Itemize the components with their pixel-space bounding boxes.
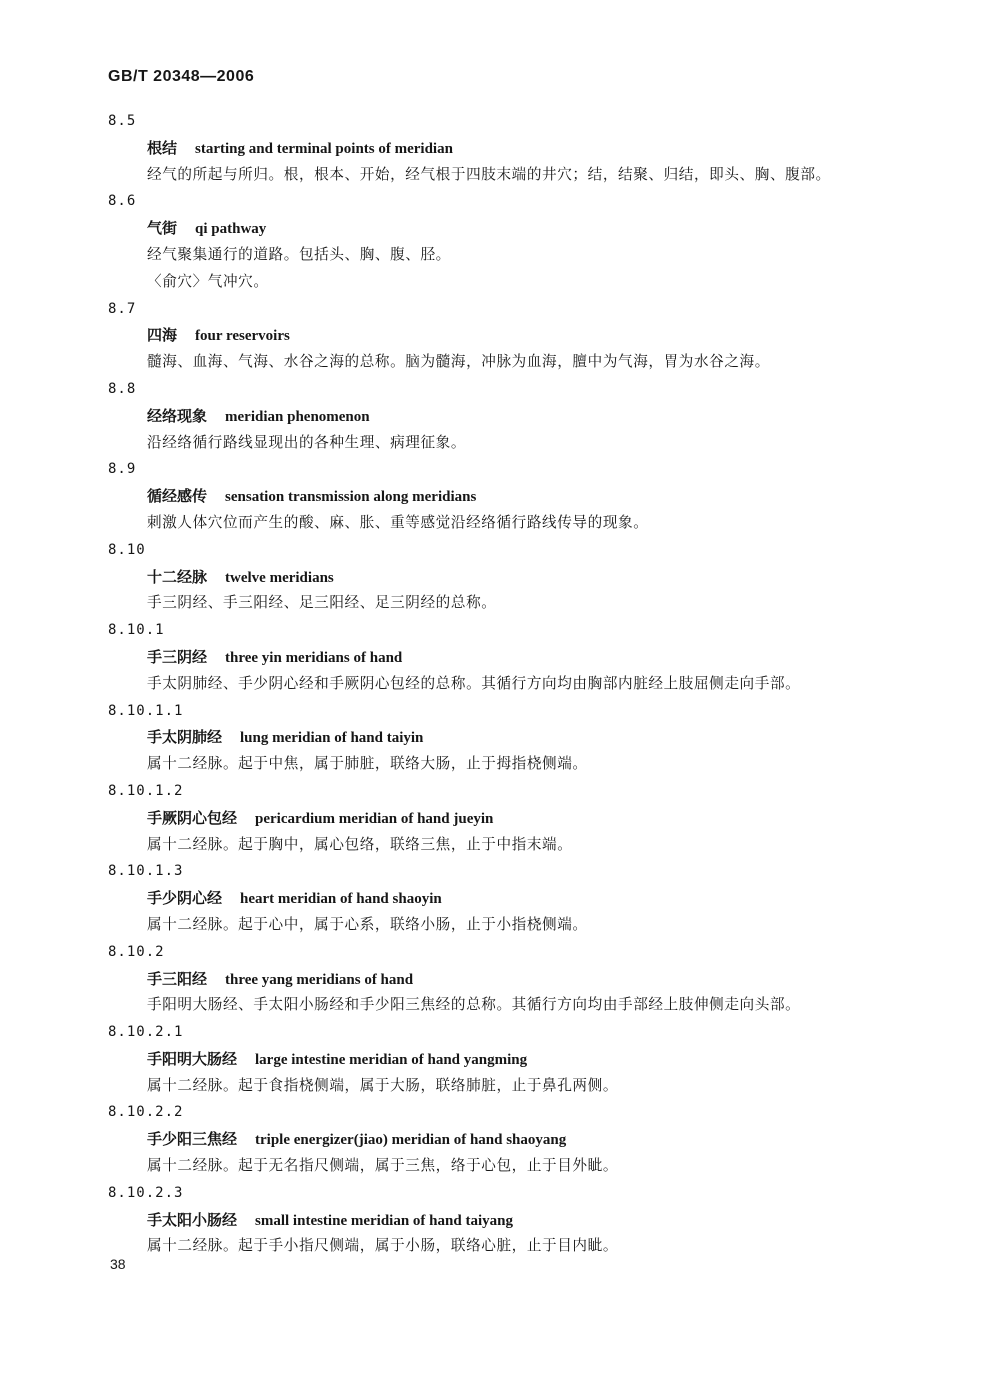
term-chinese: 手三阴经 [147,647,208,666]
entry-number: 8.10.1 [108,622,165,639]
term-chinese: 手厥阴心包经 [147,808,238,827]
entry-number: 8.8 [108,380,137,397]
term-english: starting and terminal points of meridian [195,140,453,157]
term-english: twelve meridians [225,569,334,586]
term-english: three yang meridians of hand [225,971,414,988]
term-definition: 经气聚集通行的道路。包括头、胸、腹、胫。 [147,245,451,263]
entry-number: 8.10 [108,541,146,558]
term-definition: 属十二经脉。起于食指桡侧端，属于大肠，联络肺脏，止于鼻孔两侧。 [147,1076,619,1094]
term-heading [0,483,999,510]
term-chinese: 手少阳三焦经 [147,1130,238,1149]
term-chinese: 根结 [147,138,178,157]
page-number: 38 [110,1256,126,1272]
entry-number: 8.5 [108,113,137,129]
term-chinese: 循经感传 [147,487,208,506]
term-english: meridian phenomenon [225,408,370,425]
term-english: heart meridian of hand shaoyin [240,891,442,908]
term-entry [0,778,999,858]
term-definition: 属十二经脉。起于无名指尺侧端，属于三焦，络于心包，止于目外眦。 [147,1157,619,1175]
term-entry [0,1180,999,1260]
entry-number: 8.10.1.3 [108,863,184,880]
term-definition: 属十二经脉。起于心中，属于心系，联络小肠，止于小指桡侧端。 [147,915,588,933]
term-heading [0,403,999,430]
term-list [0,108,999,1260]
term-definition: 手太阴肺经、手少阴心经和手厥阴心包经的总称。其循行方向均由胸部内脏经上肢屈侧走向手部。 [147,674,801,692]
term-heading [0,1207,999,1234]
term-heading [0,564,999,591]
term-chinese: 经络现象 [147,406,208,425]
term-english: three yin meridians of hand [225,649,403,666]
standard-code-header: GB/T 20348—2006 [108,68,255,85]
term-english: pericardium meridian of hand jueyin [255,810,494,827]
term-entry [0,939,999,1019]
term-entry [0,698,999,778]
term-english: four reservoirs [195,328,290,345]
term-chinese: 手太阴肺经 [147,728,223,747]
entry-number: 8.10.2.3 [108,1184,184,1201]
term-chinese: 手少阴心经 [147,889,223,908]
term-definition: 刺激人体穴位而产生的酸、麻、胀、重等感觉沿经络循行路线传导的现象。 [147,513,649,531]
entry-number: 8.10.2 [108,943,165,960]
term-definition: 属十二经脉。起于中焦，属于肺脏，联络大肠，止于拇指桡侧端。 [147,755,588,773]
term-chinese: 手三阳经 [147,969,208,988]
term-english: small intestine meridian of hand taiyang [255,1212,513,1229]
term-entry [0,1019,999,1099]
entry-number: 8.10.1.1 [108,702,184,719]
term-heading [0,805,999,832]
term-chinese: 四海 [147,326,178,345]
term-definition: 髓海、血海、气海、水谷之海的总称。脑为髓海，冲脉为血海，膻中为气海，胃为水谷之海。 [147,353,770,371]
term-heading [0,135,999,162]
term-english: lung meridian of hand taiyin [240,730,424,747]
term-chinese: 十二经脉 [147,567,208,586]
entry-number: 8.9 [108,461,137,478]
term-entry [0,858,999,938]
term-entry [0,296,999,376]
term-chinese: 手阳明大肠经 [147,1049,238,1068]
term-definition: 〈俞穴〉气冲穴。 [147,272,269,290]
term-english: sensation transmission along meridians [225,489,477,506]
term-definition: 手三阴经、手三阳经、足三阳经、足三阴经的总称。 [147,594,497,612]
term-entry [0,617,999,697]
term-chinese: 气街 [147,219,178,238]
term-heading [0,215,999,242]
term-heading [0,966,999,993]
term-entry [0,456,999,536]
entry-number: 8.10.1.2 [108,782,184,799]
term-entry [0,537,999,617]
term-entry [0,1099,999,1179]
term-english: large intestine meridian of hand yangming [255,1051,528,1068]
term-definition: 沿经络循行路线显现出的各种生理、病理征象。 [147,433,467,451]
term-definition: 手阳明大肠经、手太阳小肠经和手少阳三焦经的总称。其循行方向均由手部经上肢伸侧走向头部。 [147,996,801,1014]
term-english: qi pathway [195,221,267,238]
entry-number: 8.6 [108,193,137,210]
term-definition: 经气的所起与所归。根，根本、开始，经气根于四肢末端的井穴；结，结聚、归结，即头、胸、腹部。 [147,165,831,183]
term-heading [0,724,999,751]
term-chinese: 手太阳小肠经 [147,1210,238,1229]
term-entry [0,376,999,456]
term-entry [0,108,999,188]
term-heading [0,1126,999,1153]
entry-number: 8.10.2.1 [108,1024,184,1041]
term-heading [0,322,999,349]
term-heading [0,644,999,671]
term-definition: 属十二经脉。起于胸中，属心包络，联络三焦，止于中指末端。 [147,835,573,853]
term-english: triple energizer(jiao) meridian of hand shaoyang [255,1132,567,1149]
term-definition: 属十二经脉。起于手小指尺侧端，属于小肠，联络心脏，止于目内眦。 [147,1237,619,1255]
term-heading [0,1046,999,1073]
entry-number: 8.10.2.2 [108,1104,184,1121]
entry-number: 8.7 [108,300,137,317]
term-heading [0,885,999,912]
term-entry [0,188,999,295]
